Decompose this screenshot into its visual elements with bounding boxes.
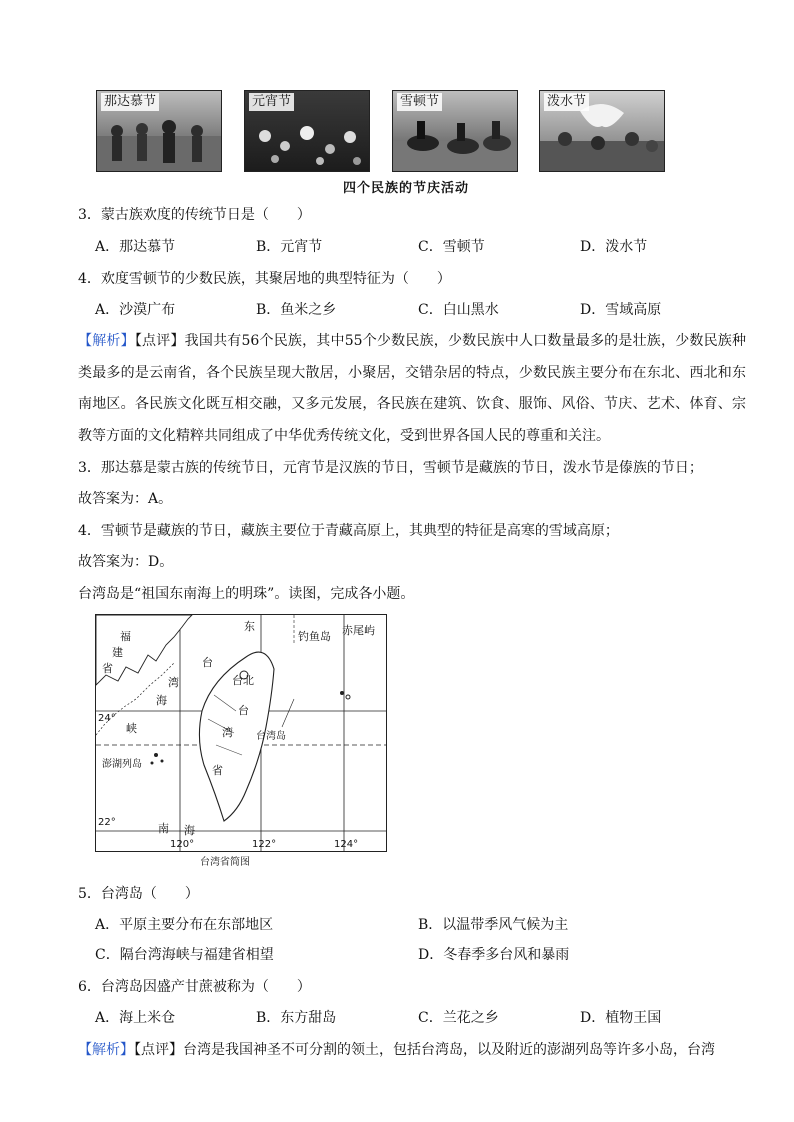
question-3-stem: 3．蒙古族欢度的传统节日是（ ） [78,207,311,223]
map-label-tai-2: 台 [238,704,249,717]
map-label-wan-2: 湾 [222,726,233,739]
map-label-diaoyu: 钓鱼岛 [298,630,331,643]
festival-photo-nadam [96,90,222,172]
lon-label-120: 120° [170,839,195,850]
map-label-nan: 南 [158,822,169,835]
festival-photo-lantern [244,90,370,172]
q5-option-d: D．冬春季多台风和暴雨 [418,947,570,963]
comment-tag: 【点评】 [134,333,185,349]
analysis-tag: 【解析】 [78,333,135,349]
q6-option-a: A．海上米仓 [95,1010,176,1026]
analysis-text: 我国共有56个民族，其中55个少数民族，少数民族中人口数量最多的是壮族，少数民族种类最多的是云南省，各个民族呈现大散居，小聚居，交错杂居的特点，少数民族主要分布在东北、西北和东南地区。各民族文化既互相交融，又多元发展，各民族在建筑、饮食、服饰、风俗、节庆、艺术、体育、宗教等方面的文化精粹共同组成了中华优秀传统文化，受到世界各国人民的尊重和关注。 [78,333,747,444]
answer-3-explanation: 3．那达慕是蒙古族的传统节日，元宵节是汉族的节日，雪顿节是藏族的节日，泼水节是傣族的节日； [78,460,703,476]
analysis-paragraph-1 [78,326,746,452]
q6-option-d: D．植物王国 [580,1010,662,1026]
festival-photo-water-splashing [539,90,665,172]
q3-option-a: A．那达慕节 [95,239,176,255]
map-drawing [96,615,386,851]
q3-option-c: C．雪顿节 [418,239,485,255]
lon-label-122: 122° [252,839,277,850]
analysis-paragraph-2 [78,1040,715,1060]
q4-option-d: D．雪域高原 [580,302,662,318]
lat-label-24: 24° [98,713,116,724]
q5-option-a: A．平原主要分布在东部地区 [95,917,274,933]
question-4-stem: 4．欢度雪顿节的少数民族，其聚居地的典型特征为（ ） [78,271,451,287]
map-label-sheng-2: 省 [212,764,223,777]
map-label-jian: 建 [112,646,123,659]
photo-title: 元宵节 [249,93,294,111]
map-label-chiwei: 赤尾屿 [342,624,375,637]
question-5-stem: 5．台湾岛（ ） [78,886,199,902]
map-label-taibei: 台北 [232,674,254,687]
map-label-taiwandao: 台湾岛 [256,731,286,742]
map-label-hai-2: 海 [184,824,195,837]
map-label-dong: 东 [244,620,255,633]
map-caption: 台湾省简图 [200,857,250,868]
question-6-stem: 6．台湾岛因盛产甘蔗被称为（ ） [78,979,311,995]
answer-4-result: 故答案为：D。 [78,554,174,570]
q6-option-b: B．东方甜岛 [256,1010,337,1026]
map-label-penghu: 澎湖列岛 [102,759,142,770]
q6-option-c: C．兰花之乡 [418,1010,499,1026]
comment-tag: 【点评】 [134,1042,183,1058]
map-label-hai: 海 [156,694,167,707]
q3-option-b: B．元宵节 [256,239,323,255]
photo-title: 雪顿节 [397,93,442,111]
answer-3-result: 故答案为：A。 [78,491,173,507]
lat-label-22: 22° [98,817,116,828]
map-label-xia: 峡 [126,722,137,735]
q4-option-a: A．沙漠广布 [95,302,176,318]
q5-option-b: B．以温带季风气候为主 [418,917,569,933]
map-label-fu: 福 [120,630,131,643]
map-label-sheng: 省 [102,662,113,675]
section-intro: 台湾岛是“祖国东南海上的明珠”。读图，完成各小题。 [78,586,415,602]
lon-label-124: 124° [334,839,359,850]
map-label-tai: 台 [202,656,213,669]
photo-title: 泼水节 [544,93,589,111]
answer-4-explanation: 4．雪顿节是藏族的节日，藏族主要位于青藏高原上，其典型的特征是高寒的雪域高原； [78,523,619,539]
q4-option-b: B．鱼米之乡 [256,302,337,318]
analysis-tag: 【解析】 [78,1042,134,1058]
q3-option-d: D．泼水节 [580,239,648,255]
analysis-text: 台湾是我国神圣不可分割的领土，包括台湾岛，以及附近的澎湖列岛等许多小岛，台湾 [183,1042,715,1058]
taiwan-map [95,614,387,852]
festival-photo-shoton [392,90,518,172]
q5-option-c: C．隔台湾海峡与福建省相望 [95,947,274,963]
q4-option-c: C．白山黑水 [418,302,499,318]
photo-title: 那达慕节 [101,93,159,111]
figure-caption: 四个民族的节庆活动 [342,181,469,196]
map-label-wan: 湾 [168,676,179,689]
